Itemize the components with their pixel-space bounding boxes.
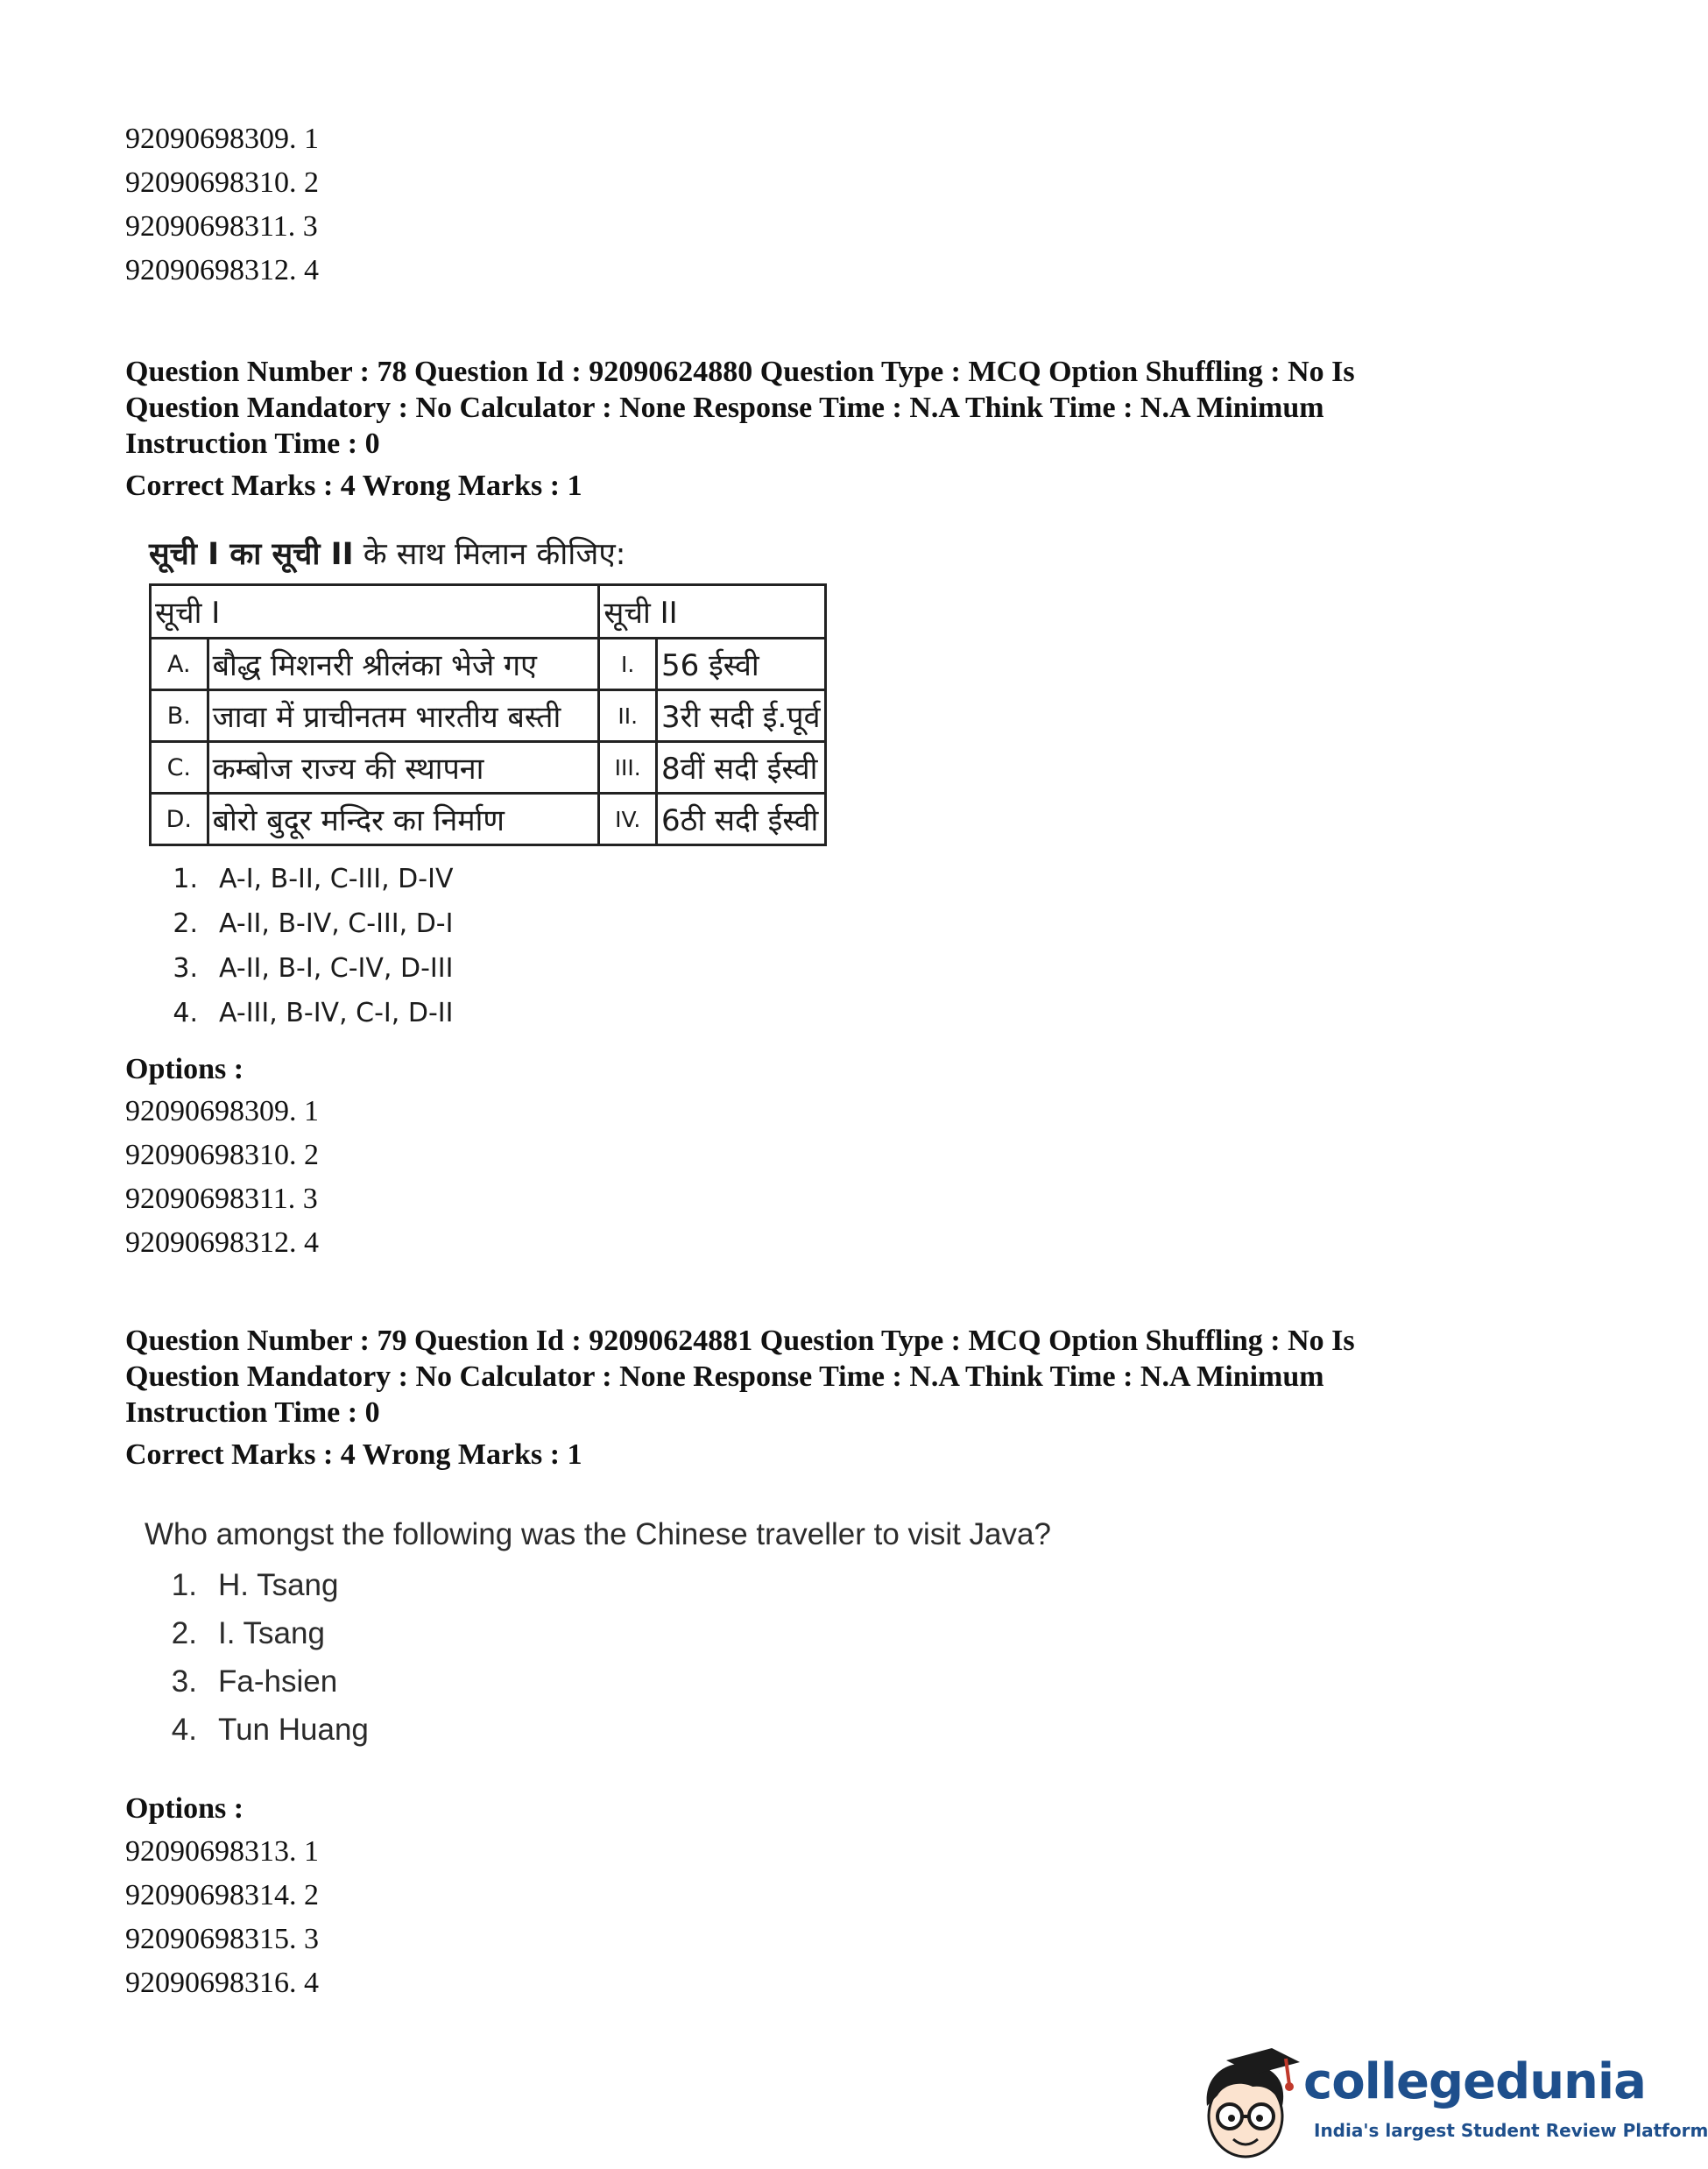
row-item: 3री सदी ई.पूर्व xyxy=(657,690,826,742)
answer-choices xyxy=(145,1561,1108,1754)
table-row xyxy=(151,794,826,845)
table-row xyxy=(151,639,826,690)
marks-line: Correct Marks : 4 Wrong Marks : 1 xyxy=(125,1438,582,1471)
prompt-rest: के साथ मिलान कीजिए: xyxy=(353,537,626,572)
options-label: Options : xyxy=(125,1053,244,1085)
row-item: 56 ईस्वी xyxy=(657,639,826,690)
question-meta-line: Question Number : 78 Question Id : 92090624880 Question Type : MCQ Option Shuffling : No Is xyxy=(125,356,1355,388)
choice-text: Fa-hsien xyxy=(218,1664,338,1699)
choice-text: I. Tsang xyxy=(218,1616,325,1650)
row-item: बौद्ध मिशनरी श्रीलंका भेजे गए xyxy=(208,639,599,690)
row-key: A. xyxy=(151,639,208,690)
choice-item xyxy=(145,1706,1108,1754)
choice-number: 2. xyxy=(171,1616,197,1650)
choice-text: A-II, B-I, C-IV, D-III xyxy=(219,953,454,984)
question-meta-line: Question Number : 79 Question Id : 92090624881 Question Type : MCQ Option Shuffling : No Is xyxy=(125,1325,1355,1357)
choice-text: H. Tsang xyxy=(218,1568,339,1602)
choice-number: 4. xyxy=(171,1713,197,1747)
choice-item xyxy=(149,946,850,991)
question-prompt xyxy=(149,533,850,578)
answer-choices xyxy=(149,857,850,1035)
collegedunia-logo[interactable] xyxy=(1191,2041,1708,2164)
choice-item xyxy=(145,1657,1108,1706)
choice-item xyxy=(149,991,850,1035)
question-image-text xyxy=(145,1514,1108,1754)
row-key: II. xyxy=(599,690,657,742)
question-meta-line: Question Mandatory : No Calculator : None Response Time : N.A Think Time : N.A Minimum xyxy=(125,1360,1324,1393)
table-header-row xyxy=(151,585,826,639)
student-face-icon xyxy=(1191,2041,1305,2164)
option-line: 92090698309. 1 xyxy=(125,1095,319,1127)
options-label: Options : xyxy=(125,1792,244,1825)
list1-header: सूची I xyxy=(151,585,599,639)
option-line: 92090698312. 4 xyxy=(125,1226,319,1259)
choice-number: 3. xyxy=(171,1664,197,1699)
question-meta-line: Question Mandatory : No Calculator : None Response Time : N.A Think Time : N.A Minimum xyxy=(125,392,1324,424)
row-key: C. xyxy=(151,742,208,794)
choice-item xyxy=(149,857,850,901)
question-image-match-lists xyxy=(149,533,850,1035)
row-item: 6ठी सदी ईस्वी xyxy=(657,794,826,845)
list2-header: सूची II xyxy=(599,585,826,639)
row-key: III. xyxy=(599,742,657,794)
row-item: बोरो बुदूर मन्दिर का निर्माण xyxy=(208,794,599,845)
question-prompt: Who amongst the following was the Chinese traveller to visit Java? xyxy=(145,1517,1051,1551)
question-meta-line: Instruction Time : 0 xyxy=(125,1396,380,1429)
logo-wordmark: collegedunia xyxy=(1303,2053,1646,2110)
row-key: B. xyxy=(151,690,208,742)
option-line: 92090698312. 4 xyxy=(125,254,319,286)
choice-number: 2. xyxy=(173,908,198,939)
marks-line: Correct Marks : 4 Wrong Marks : 1 xyxy=(125,470,582,502)
option-line: 92090698314. 2 xyxy=(125,1879,319,1911)
logo-tagline: India's largest Student Review Platform xyxy=(1314,2120,1708,2141)
question-meta-line: Instruction Time : 0 xyxy=(125,427,380,460)
row-key: IV. xyxy=(599,794,657,845)
choice-number: 4. xyxy=(173,998,198,1028)
table-row xyxy=(151,690,826,742)
choice-text: Tun Huang xyxy=(218,1713,369,1747)
choice-item xyxy=(149,901,850,946)
row-key: I. xyxy=(599,639,657,690)
choice-item xyxy=(145,1561,1108,1609)
row-item: कम्बोज राज्य की स्थापना xyxy=(208,742,599,794)
choice-number: 1. xyxy=(171,1568,197,1602)
option-line: 92090698310. 2 xyxy=(125,166,319,199)
option-line: 92090698309. 1 xyxy=(125,123,319,155)
choice-text: A-I, B-II, C-III, D-IV xyxy=(219,864,454,894)
match-table xyxy=(149,583,827,846)
choice-text: A-III, B-IV, C-I, D-II xyxy=(219,998,454,1028)
row-item: 8वीं सदी ईस्वी xyxy=(657,742,826,794)
prompt-bold: सूची I का सूची II xyxy=(149,537,354,572)
option-line: 92090698315. 3 xyxy=(125,1923,319,1955)
option-line: 92090698311. 3 xyxy=(125,1183,318,1215)
option-line: 92090698316. 4 xyxy=(125,1967,319,1999)
row-item: जावा में प्राचीनतम भारतीय बस्ती xyxy=(208,690,599,742)
option-line: 92090698313. 1 xyxy=(125,1835,319,1868)
choice-number: 1. xyxy=(173,864,198,894)
choice-item xyxy=(145,1609,1108,1657)
table-row xyxy=(151,742,826,794)
choice-text: A-II, B-IV, C-III, D-I xyxy=(219,908,454,939)
option-line: 92090698310. 2 xyxy=(125,1139,319,1171)
row-key: D. xyxy=(151,794,208,845)
choice-number: 3. xyxy=(173,953,198,984)
option-line: 92090698311. 3 xyxy=(125,210,318,243)
